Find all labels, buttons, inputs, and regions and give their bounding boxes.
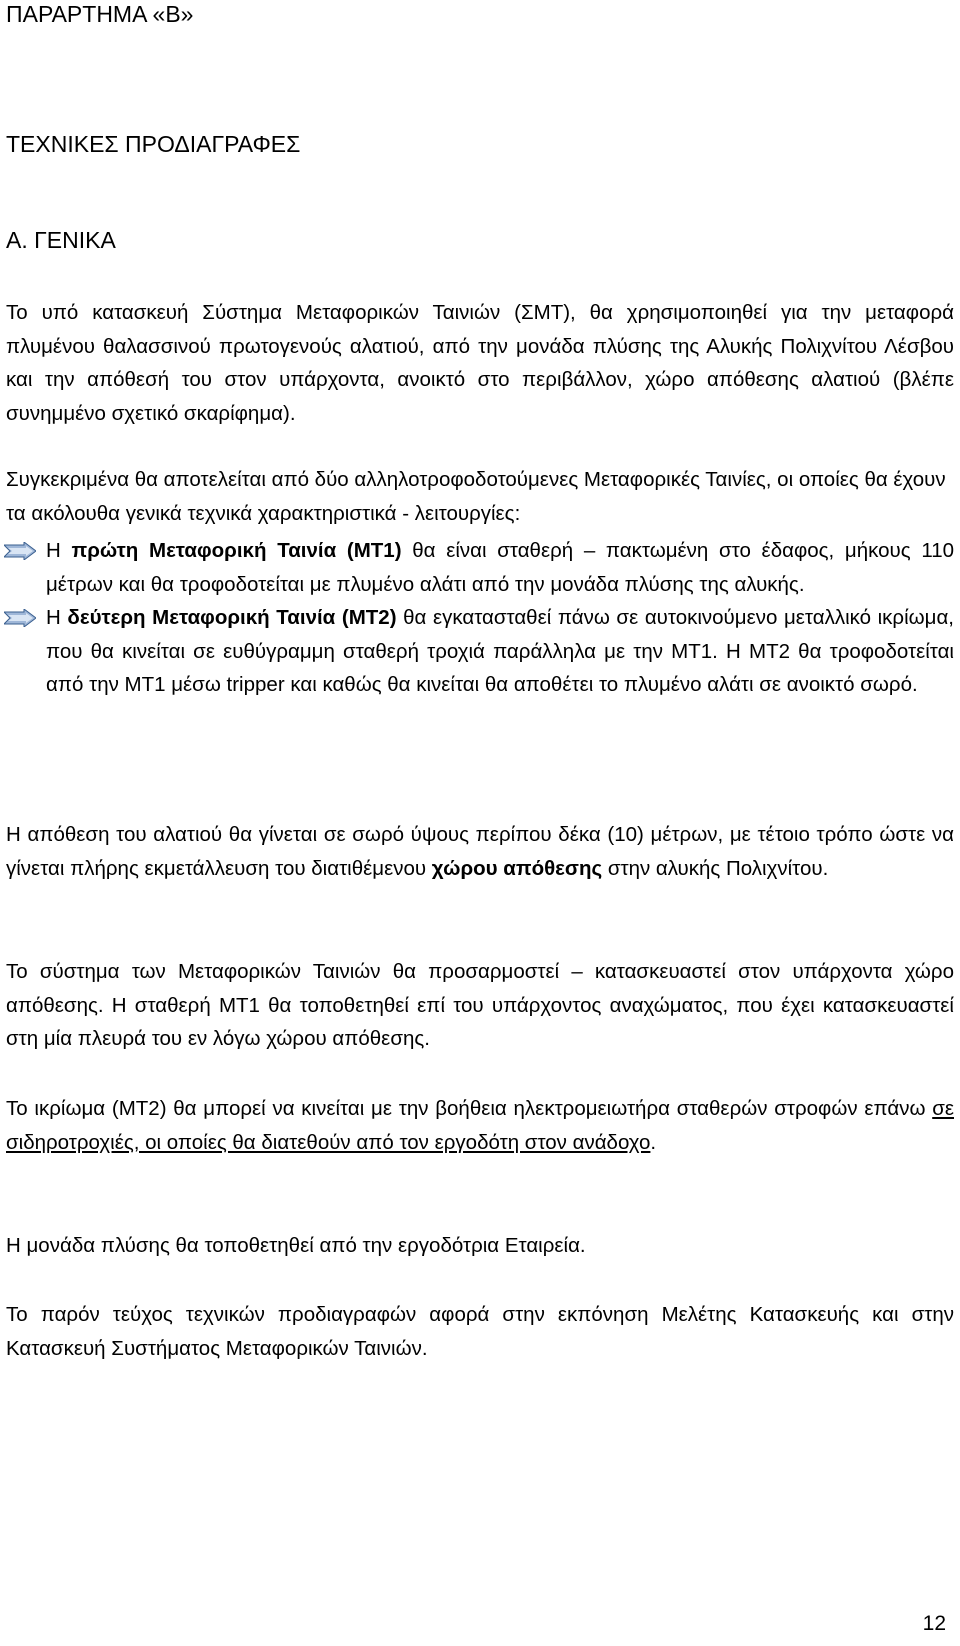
paragraph-scaffold-underlined: σε σιδηροτροχιές, οι οποίες θα διατεθούν από τον εργοδότη στον ανάδοχο	[6, 1097, 954, 1154]
bullet-item-mt2	[6, 601, 954, 702]
specs-title: ΤΕΧΝΙΚΕΣ ΠΡΟΔΙΑΓΡΑΦΕΣ	[6, 131, 301, 157]
paragraph-system: Το σύστημα των Μεταφορικών Ταινιών θα προσαρμοστεί – κατασκευαστεί στον υπάρχοντα χώρο απόθεσης. Η σταθερή ΜΤ1 θα τοποθετηθεί επί του υπάρχοντος αναχώματος, που έχει κατασκευαστεί στη μία πλευρά του εν λόγω χώρου απόθεσης.	[6, 960, 954, 1050]
bullet-mt2-text: θα εγκατασταθεί πάνω σε αυτοκινούμενο μεταλλικό ικρίωμα, που θα κινείται σε ευθύγραμμη σταθερή τροχιά παράλληλα με την ΜΤ1. Η ΜΤ2 θα τροφοδοτείται από την ΜΤ1 μέσω tripper και καθώς θα κινείται θα αποθέτει το πλυμένο αλάτι σε ανοικτό σωρό.	[46, 606, 955, 696]
bullet-mt1-bold: πρώτη Μεταφορική Ταινία (ΜΤ1)	[71, 539, 402, 562]
arrow-bullet-icon	[4, 542, 36, 560]
paragraph-scaffold-pre: Το ικρίωμα (ΜΤ2) θα μπορεί να κινείται με την βοήθεια ηλεκτρομειωτήρα σταθερών στροφών επάνω	[6, 1097, 933, 1120]
bullet-mt2-pre: Η	[46, 606, 68, 629]
intro-paragraph-2: Συγκεκριμένα θα αποτελείται από δύο αλληλοτροφοδοτούμενες Μεταφορικές Ταινίες, οι οποίες θα έχουν τα ακόλουθα γενικά τεχνικά χαρακτηριστικά - λειτουργίες:	[6, 468, 946, 525]
page-number: 12	[922, 1612, 946, 1635]
paragraph-scaffold-post: .	[650, 1130, 657, 1154]
arrow-bullet-icon	[4, 609, 36, 627]
bullet-mt1-pre: Η	[46, 539, 72, 562]
bullet-list	[6, 534, 954, 702]
paragraph-washing-unit: Η μονάδα πλύσης θα τοποθετηθεί από την εργοδότρια Εταιρεία.	[6, 1234, 586, 1257]
paragraph-scope: Το παρόν τεύχος τεχνικών προδιαγραφών αφορά στην εκπόνηση Μελέτης Κατασκευής και στην Κατασκευή Συστήματος Μεταφορικών Ταινιών.	[6, 1303, 954, 1360]
annex-title: ΠΑΡΑΡΤΗΜΑ «Β»	[6, 1, 194, 27]
paragraph-deposit-post: στην αλυκής Πολιχνίτου.	[602, 856, 829, 880]
paragraph-deposit-pre: Η απόθεση του αλατιού θα γίνεται σε σωρό ύψους περίπου δέκα (10) μέτρων, με τέτοιο τρόπο ώστε να γίνεται πλήρης εκμετάλλευση του διατιθέμενου	[6, 823, 954, 880]
intro-paragraph: Το υπό κατασκευή Σύστημα Μεταφορικών Ταινιών (ΣΜΤ), θα χρησιμοποιηθεί για την μεταφορά πλυμένου θαλασσινού πρωτογενούς αλατιού, από την μονάδα πλύσης της Αλυκής Πολιχνίτου Λέσβου και την απόθεσή του στον υπάρχοντα, ανοικτό στο περιβάλλον, χώρο απόθεσης αλατιού (βλέπε συνημμένο σχετικό σκαρίφημα).	[6, 301, 954, 425]
bullet-mt2-bold: δεύτερη Μεταφορική Ταινία (ΜΤ2)	[67, 606, 397, 629]
paragraph-deposit	[6, 818, 954, 885]
bullet-item-mt1	[6, 534, 954, 601]
bullet-mt1-text: θα είναι σταθερή – πακτωμένη στο έδαφος, μήκους 110 μέτρων και θα τροφοδοτείται με πλυμένο αλάτι από την μονάδα πλύσης της αλυκής.	[46, 539, 955, 596]
paragraph-deposit-bold: χώρου απόθεσης	[431, 856, 603, 880]
section-a-title: Α. ΓΕΝΙΚΑ	[6, 227, 116, 253]
paragraph-scaffold	[6, 1092, 954, 1159]
